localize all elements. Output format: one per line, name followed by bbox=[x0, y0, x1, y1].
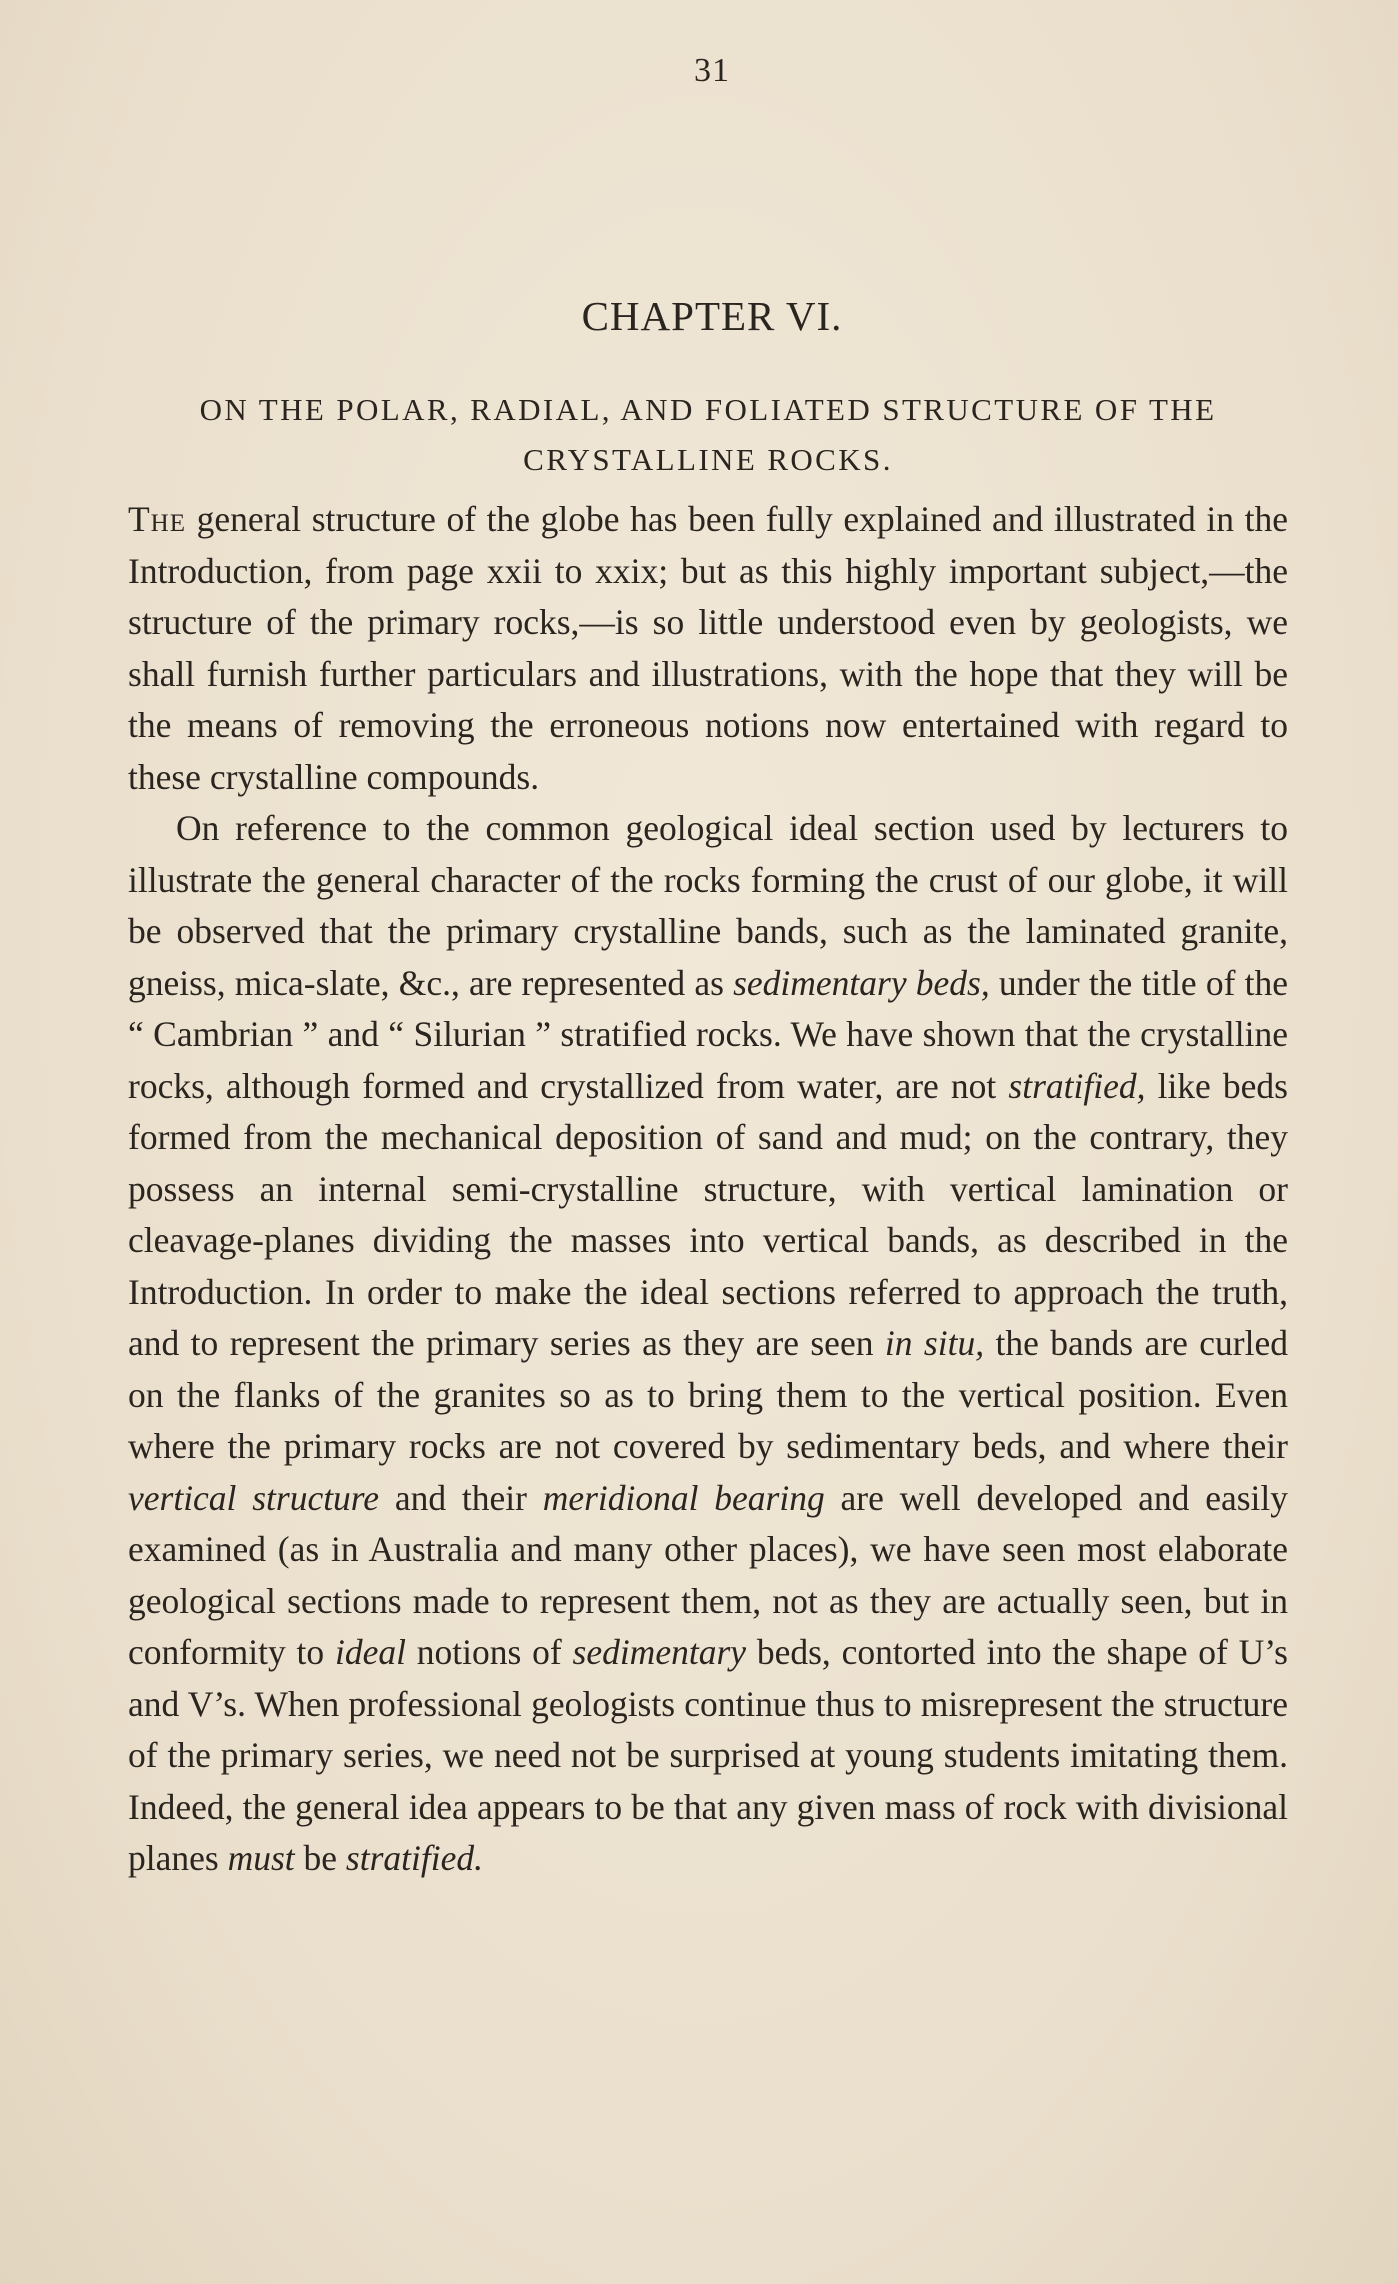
text-run: and their bbox=[379, 1477, 543, 1518]
italic-text: vertical structure bbox=[128, 1477, 380, 1518]
text-run: be bbox=[294, 1838, 346, 1878]
text-run: notions of bbox=[405, 1632, 573, 1672]
chapter-title: CHAPTER VI. bbox=[581, 293, 843, 339]
text-run: under the title of the “ Cambrian ” and “ Silurian ” stratified rocks. We have shown that the crystalline rocks, although formed and crystallized from water, are not bbox=[128, 962, 1288, 1106]
italic-text: sedimentary bbox=[572, 1632, 747, 1672]
chapter-subtitle: ON THE POLAR, RADIAL, AND FOLIATED STRUCTURE OF THE CRYSTALLINE ROCKS. bbox=[199, 392, 1217, 477]
italic-text: stratified, bbox=[1008, 1065, 1146, 1106]
text-run: are well developed and easily examined (as in Australia and many other places), we have seen most elaborate geological sections made to represent them, not as they are actually seen, but in conformity to bbox=[128, 1477, 1289, 1672]
text-run: beds, contorted into the shape of U’s and V’s. When professional geologists continue thus to misrepresent the structure of the primary series, we need not be surprised at young students imitating them. Indeed, the general idea appears to be that any given mass of rock with divisional planes bbox=[128, 1632, 1288, 1878]
paragraph bbox=[128, 494, 1288, 803]
text-run: like beds formed from the mechanical deposition of sand and mud; on the contrary, they possess an internal semi-crystalline structure, with vertical lamination or cleavage-planes dividing the masses into vertical bands, as described in the Introduction. In order to make the ideal sections referred to approach the truth, and to represent the primary series as they are seen bbox=[128, 1065, 1288, 1363]
text-run: the bands are curled on the flanks of the granites so as to bring them to the vertical position. Even where the primary rocks are not covered by sedimentary beds, and where their bbox=[128, 1323, 1288, 1466]
italic-text: sedimentary beds, bbox=[733, 962, 990, 1003]
italic-text: meridional bearing bbox=[542, 1477, 825, 1518]
italic-text: ideal bbox=[334, 1632, 406, 1672]
italic-text: stratified. bbox=[345, 1838, 483, 1878]
body-text bbox=[128, 494, 1288, 1885]
paragraph bbox=[128, 803, 1288, 1885]
opening-word: The bbox=[128, 499, 187, 539]
page-number: 31 bbox=[694, 52, 730, 89]
italic-text: in situ, bbox=[884, 1323, 985, 1363]
text-run: general structure of the globe has been fully explained and illustrated in the Introduction, from page xxii to xxix; but as this highly important subject,—the structure of the primary rocks,—is so little understood even by geologists, we shall furnish further particulars and illustrations, with the hope that they will be the means of removing the erroneous notions now entertained with regard to these crystalline compounds. bbox=[128, 499, 1288, 797]
italic-text: must bbox=[227, 1838, 295, 1878]
text-run: On reference to the common geological ideal section used by lecturers to illustrate the general character of the rocks forming the crust of our globe, it will be observed that the primary crystalline bands, such as the laminated granite, gneiss, mica-slate, &c., are represented as bbox=[128, 808, 1288, 1003]
